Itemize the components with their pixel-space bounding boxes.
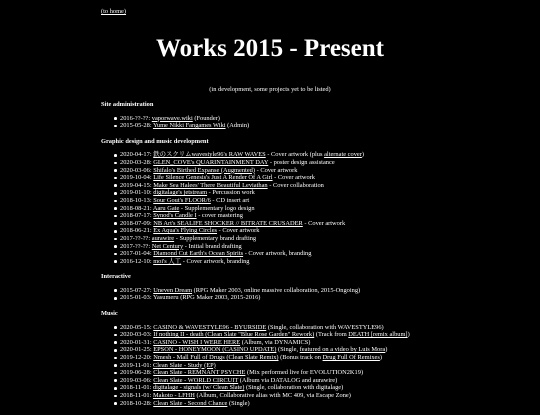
item-description: - Percussion work [207, 189, 255, 197]
item-date: 2018-11-01: [120, 384, 153, 392]
section-heading-site-administration: Site administration [101, 101, 154, 108]
list-item [120, 235, 531, 243]
item-description: - Cover artwork, branding [243, 250, 312, 258]
item-link[interactable]: Clean Slate - Study (EP) [152, 361, 216, 369]
item-link[interactable]: moi's 人工 [153, 257, 182, 265]
item-link[interactable]: vaporwave.wiki [151, 114, 193, 122]
item-link[interactable]: Make Sea Halees' There Beautiful Leviathan [153, 181, 268, 189]
item-description: - poster design assistance [268, 158, 335, 166]
item-description: - Cover artwork [255, 166, 298, 174]
item-description: (Founder) [192, 114, 220, 122]
item-link[interactable]: If nothing II - death (Clean Slate "Blue Rose Garden" Rework) [153, 331, 315, 339]
item-date: 2019-01-10: [120, 189, 154, 197]
section-list-site-administration [101, 115, 531, 130]
item-link[interactable]: Life Silence Genesis's Just A Render Of A Girl [153, 174, 273, 182]
item-description-tail: ) [379, 354, 383, 362]
item-description: - Cover artwork [302, 219, 346, 227]
item-date: 2017-01-04: [120, 250, 154, 258]
item-link[interactable]: Ex Aqua's Flying Circles [153, 227, 218, 235]
list-item [120, 362, 531, 370]
list-item [120, 369, 531, 377]
home-link[interactable]: (to home) [101, 8, 127, 15]
item-description-tail: ) [385, 346, 388, 354]
item-date: 2015-05-28: [120, 122, 153, 130]
item-secondary-link[interactable]: alternate cover [324, 151, 362, 159]
item-date: 2020-04-17: [120, 151, 154, 159]
item-secondary-link[interactable]: featured on a video by Luis Mora [299, 346, 386, 354]
item-description: (Album, Collaborative alias with MC 409, via Escape Zone) [194, 392, 351, 399]
list-item [120, 243, 531, 251]
list-item [120, 346, 531, 354]
item-date: 2019-11-01: [120, 361, 153, 369]
item-description: (Single) [227, 399, 250, 407]
item-link[interactable]: GLEN_COVE's QUARINTAINMENT DAY [153, 158, 269, 166]
item-link[interactable]: aurawire [151, 234, 175, 242]
item-date: 2019-03-06: [120, 376, 154, 384]
item-description: - Cover artwork, branding [181, 257, 250, 265]
item-description: (Admin) [225, 122, 250, 130]
item-link[interactable]: 鉄のスクリムwavestyle96's RAW WAVES [153, 151, 266, 159]
item-date: 2018-08-21: [120, 204, 153, 212]
list-item [120, 115, 531, 123]
list-item [120, 159, 531, 167]
page-title: Works 2015 - Present [156, 35, 384, 62]
list-item [120, 384, 531, 392]
item-description: (Single, [276, 346, 300, 354]
item-link[interactable]: EPSON - HONEYMOON (CASINO UPDATE) [153, 346, 277, 354]
item-description: - cover mastering [196, 212, 243, 220]
section-list-music [101, 324, 531, 408]
item-date: 2015-07-27: [120, 286, 154, 294]
list-item [120, 250, 531, 258]
list-item [120, 354, 531, 362]
item-date: 2020-05-15: [120, 323, 154, 331]
item-link[interactable]: digitalage's jetstream [153, 189, 208, 197]
item-link[interactable]: Yume Nikki Fangames Wiki [152, 122, 226, 130]
list-item [120, 400, 531, 408]
item-description: (Album, via DYNAMICS) [240, 338, 311, 346]
item-description: - Supplementary logo design [179, 204, 255, 212]
list-item [120, 227, 531, 235]
section-list-interactive [101, 287, 531, 302]
item-link[interactable]: Net Century [151, 242, 184, 250]
item-date: 2018-07-09: [120, 219, 154, 227]
works-list [101, 101, 531, 415]
item-link[interactable]: Clean Slate - REMNANT PSYCHE [153, 369, 246, 377]
item-description: - Initial brand drafting [183, 242, 242, 250]
item-date: 2018-10-28: [120, 399, 154, 407]
item-link[interactable]: Makoto - LFHH [152, 392, 195, 399]
item-date: 2018-06-21: [120, 227, 154, 235]
list-item [120, 339, 531, 347]
item-link[interactable]: CASINO - WISH I WERE HERE [153, 338, 241, 346]
section-list-graphic-design-and-music-development [101, 151, 531, 265]
item-date: 2020-03-03: [120, 331, 154, 339]
item-description-tail: ) [407, 331, 410, 339]
item-link[interactable]: Aaru Gate [152, 204, 180, 212]
item-description: (Single, collaboration with digitalage) [244, 384, 344, 392]
item-description: - Cover artwork [272, 174, 315, 182]
item-description: (Track from [314, 331, 349, 339]
item-description: (Album via DATALOG and aurawire) [238, 376, 338, 384]
item-date: 2020-03-06: [120, 166, 154, 174]
page-subtitle: (in development, some projects yet to be listed) [209, 86, 331, 93]
item-date: 2017-??-??: [120, 242, 152, 250]
item-link[interactable]: Synod's Candle I [153, 212, 197, 220]
section-heading-graphic-design-and-music-development: Graphic design and music development [101, 137, 209, 145]
section-heading-music: Music [101, 310, 118, 318]
list-item [120, 287, 531, 295]
item-date: 2018-11-01: [120, 392, 153, 399]
list-item [120, 151, 531, 159]
item-description: - Cover collaboration [267, 181, 324, 189]
list-item [120, 377, 531, 385]
item-description: (Bonus track on [278, 354, 323, 362]
item-link[interactable]: Diamond Cut Earth's Ocean Spirits [153, 250, 244, 258]
list-item [120, 174, 531, 182]
item-date: 2020-03-28: [120, 158, 154, 166]
item-description: (RPG Maker 2003, online massive collaboration, 2015-Ongoing) [192, 286, 361, 294]
list-item [120, 220, 531, 228]
list-item [120, 392, 531, 400]
item-description: - Supplementary brand drafting [174, 234, 257, 242]
list-item [120, 258, 531, 266]
item-link[interactable]: digitalage - signals (w/ Clean Slate) [152, 384, 245, 392]
item-date: 2020-01-25: [120, 346, 154, 354]
list-item [120, 182, 531, 190]
item-secondary-link[interactable]: DEATH [remix album] [348, 331, 408, 339]
item-link[interactable]: Sour Gout's FLOOR/6 [153, 196, 211, 204]
item-date: 2016-12-10: [120, 257, 154, 265]
item-date: 2019-12-20: [120, 354, 154, 362]
item-secondary-link[interactable]: Drug Full Of Remixes [322, 354, 380, 362]
item-link[interactable]: Nmesh - Mall Full of Drugs (Clean Slate Remix) [153, 354, 279, 362]
item-description-tail: ) [361, 151, 365, 159]
item-date: 2019-10-04: [120, 174, 154, 182]
item-link[interactable]: NB Art's SEALIFE SHOCKER // BITRATE CRUSADER [153, 219, 303, 227]
item-description: (Mix performed live for EVOLUTION2K19) [245, 369, 364, 377]
list-item [120, 324, 531, 332]
item-description: (Single, collaboration with WAVESTYLE96) [266, 323, 384, 331]
list-item [120, 122, 531, 130]
item-description: - Cover artwork (plus [265, 151, 325, 159]
item-date: 2017-??-??: [120, 234, 152, 242]
item-link[interactable]: CASINO & WAVESTYLE96 - BYURSIDE [153, 323, 267, 331]
item-date: 2019-04-15: [120, 181, 154, 189]
item-link[interactable]: Clean Slate - WORLD CIRCUIT [153, 376, 239, 384]
list-item [120, 212, 531, 220]
item-date: 2018-10-13: [120, 196, 154, 204]
item-date: 2018-07-17: [120, 212, 154, 220]
item-description: - Cover artwork [217, 227, 260, 235]
list-item [120, 294, 531, 302]
item-link[interactable]: Clean Slate - Second Chance [153, 399, 228, 407]
item-date: 2015-01-03: [120, 294, 153, 302]
item-date: 2016-??-??: [120, 114, 152, 122]
list-item [120, 331, 531, 339]
item-description: - CD insert art [210, 196, 250, 204]
item-link[interactable]: Uneven Dream [153, 286, 193, 294]
section-heading-interactive: Interactive [101, 273, 131, 281]
list-item [120, 197, 531, 205]
list-item [120, 205, 531, 213]
item-description: Yasumeru (RPG Maker 2003, 2015-2016) [152, 294, 261, 302]
item-date: 2019-06-28: [120, 369, 154, 377]
item-link[interactable]: Shifalo's Birthed Expanse (Augmented) [153, 166, 255, 174]
list-item [120, 189, 531, 197]
item-date: 2020-01-31: [120, 338, 154, 346]
list-item [120, 167, 531, 175]
